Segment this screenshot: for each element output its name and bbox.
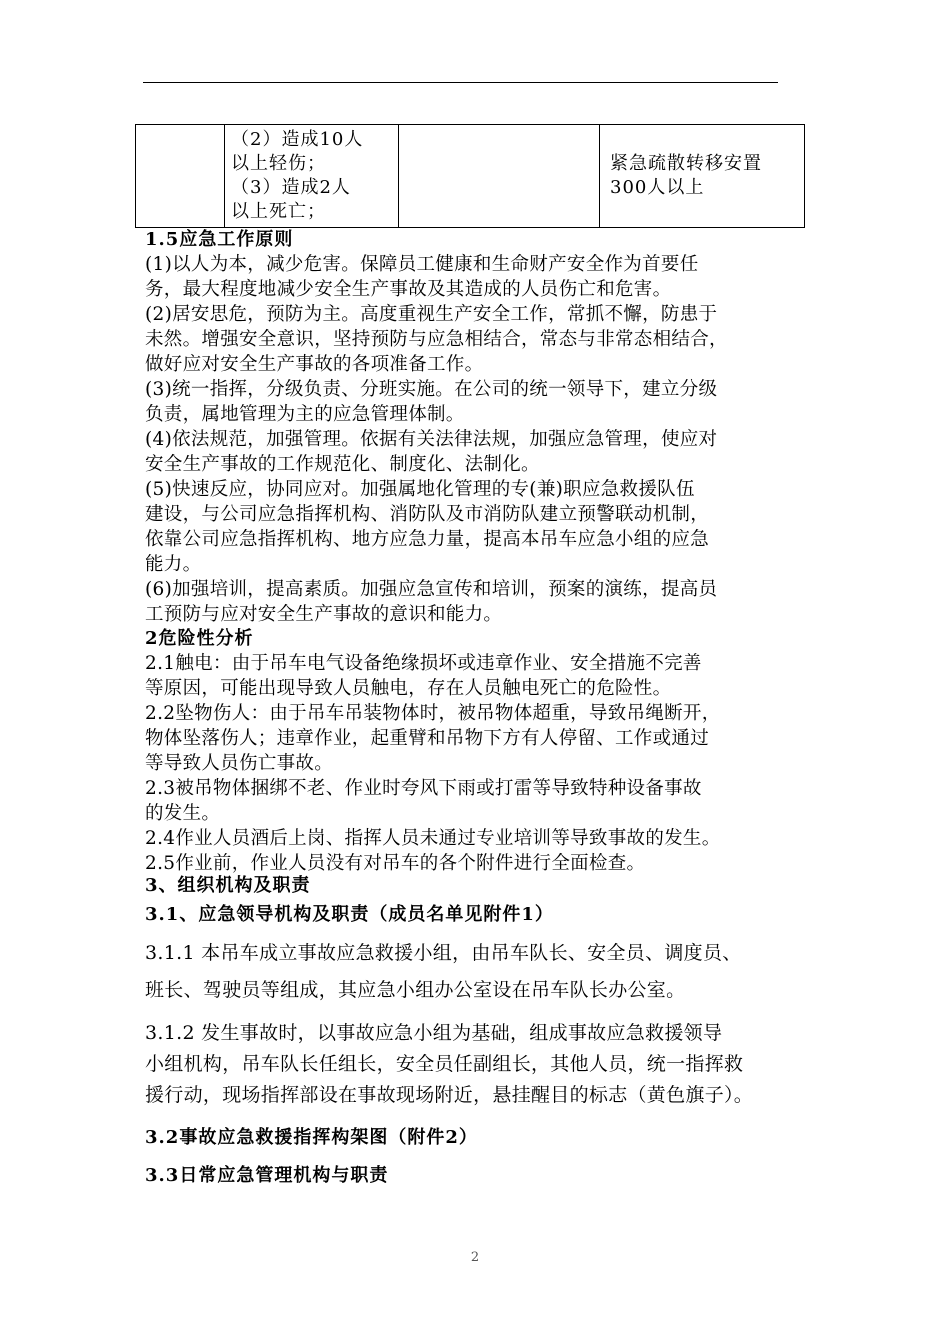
- emergency-level-table: [135, 124, 805, 228]
- text-line: 等原因，可能出现导致人员触电，存在人员触电死亡的危险性。: [145, 678, 672, 699]
- section-heading-2: 2危险性分析: [145, 628, 254, 649]
- header-rule: [143, 82, 778, 83]
- text-line: 负责，属地管理为主的应急管理体制。: [145, 404, 465, 425]
- subsection-heading-3-1: 3.1、应急领导机构及职责（成员名单见附件1）: [145, 904, 554, 925]
- text-line: 务，最大程度地减少安全生产事故及其造成的人员伤亡和危害。: [145, 279, 672, 300]
- text-line: 建设，与公司应急指挥机构、消防队及市消防队建立预警联动机制，: [145, 504, 710, 525]
- text-line: (4)依法规范，加强管理。依据有关法律法规，加强应急管理，使应对: [145, 429, 718, 450]
- subsection-heading-3-3: 3.3日常应急管理机构与职责: [145, 1165, 389, 1186]
- text-line: 小组机构，吊车队长任组长，安全员任副组长，其他人员，统一指挥救: [145, 1053, 744, 1075]
- text-line: 安全生产事故的工作规范化、制度化、法制化。: [145, 454, 540, 475]
- text-line: 的发生。: [145, 803, 221, 824]
- text-line: (6)加强培训，提高素质。加强应急宣传和培训，预案的演练，提高员: [145, 579, 718, 600]
- text-line: 能力。: [145, 554, 202, 575]
- subsection-heading-3-2: 3.2事故应急救援指挥构架图（附件2）: [145, 1127, 478, 1148]
- text-line: 3.1.2 发生事故时，以事故应急小组为基础，组成事故应急救援领导: [145, 1022, 723, 1044]
- cell-line: 以上死亡；: [231, 201, 326, 222]
- cell-line: （2）造成10人: [231, 129, 364, 150]
- text-line: (1)以人为本，减少危害。保障员工健康和生命财产安全作为首要任: [145, 254, 699, 275]
- cell-line: 以上轻伤；: [231, 153, 326, 174]
- text-line: 2.1触电：由于吊车电气设备绝缘损坏或违章作业、安全措施不完善: [145, 653, 702, 674]
- text-line: (3)统一指挥，分级负责、分班实施。在公司的统一领导下，建立分级: [145, 379, 718, 400]
- text-line: 2.3被吊物体捆绑不老、作业时夸风下雨或打雷等导致特种设备事故: [145, 778, 702, 799]
- section-heading-1-5: 1.5应急工作原则: [145, 229, 294, 250]
- text-line: 做好应对安全生产事故的各项准备工作。: [145, 354, 484, 375]
- text-line: (2)居安思危，预防为主。高度重视生产安全工作，常抓不懈，防患于: [145, 304, 718, 325]
- table-cell-evacuation: [600, 125, 805, 228]
- page-number: 2: [470, 1250, 480, 1265]
- table-cell-empty: [399, 125, 600, 228]
- text-line: 3.1.1 本吊车成立事故应急救援小组，由吊车队长、安全员、调度员、: [145, 942, 742, 964]
- text-line: 等导致人员伤亡事故。: [145, 753, 334, 774]
- cell-line: 300人以上: [610, 177, 705, 198]
- text-line: 2.2坠物伤人：由于吊车吊装物体时，被吊物体超重，导致吊绳断开，: [145, 703, 721, 724]
- table-row: [136, 125, 805, 228]
- table-cell-criteria: [225, 125, 399, 228]
- text-line: 班长、驾驶员等组成，其应急小组办公室设在吊车队长办公室。: [145, 979, 686, 1001]
- section-heading-3: 3、组织机构及职责: [145, 875, 311, 896]
- table-cell-empty: [136, 125, 225, 228]
- text-line: (5)快速反应，协同应对。加强属地化管理的专(兼)职应急救援队伍: [145, 479, 695, 500]
- text-line: 工预防与应对安全生产事故的意识和能力。: [145, 604, 503, 625]
- text-line: 援行动，现场指挥部设在事故现场附近，悬挂醒目的标志（黄色旗子）。: [145, 1084, 754, 1106]
- section-1-5-and-2: [145, 228, 805, 876]
- text-line: 物体坠落伤人；违章作业，起重臂和吊物下方有人停留、工作或通过: [145, 728, 710, 749]
- text-line: 2.5作业前，作业人员没有对吊车的各个附件进行全面检查。: [145, 853, 646, 874]
- text-line: 依靠公司应急指挥机构、地方应急力量，提高本吊车应急小组的应急: [145, 529, 710, 550]
- text-line: 2.4作业人员酒后上岗、指挥人员未通过专业培训等导致事故的发生。: [145, 828, 721, 849]
- cell-line: 紧急疏散转移安置: [610, 153, 762, 174]
- text-line: 未然。增强安全意识，坚持预防与应急相结合，常态与非常态相结合，: [145, 329, 728, 350]
- cell-line: （3）造成2人: [231, 177, 351, 198]
